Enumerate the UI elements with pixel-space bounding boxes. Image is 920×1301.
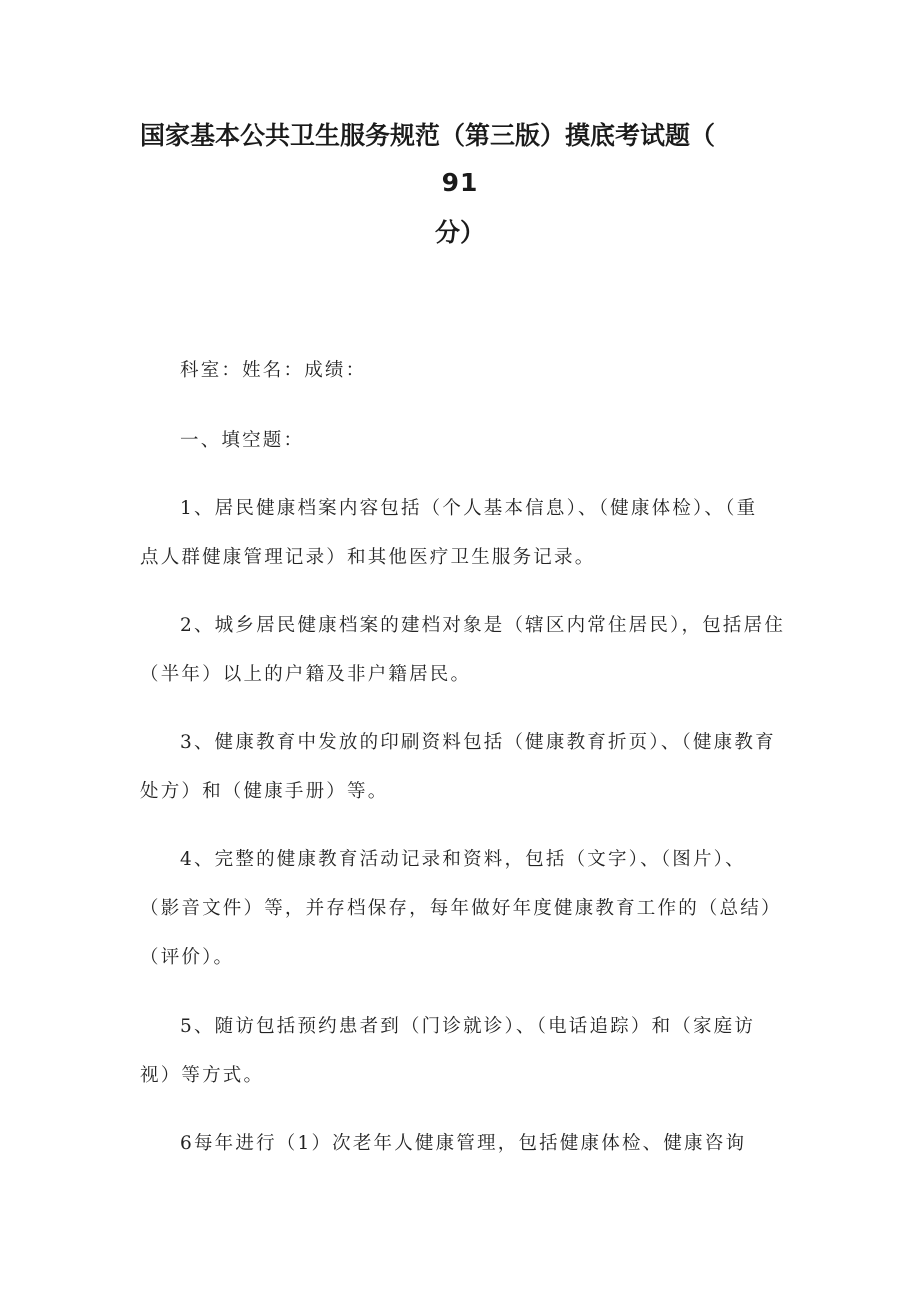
question-2-line-2: （半年）以上的户籍及非户籍居民。 — [140, 664, 472, 685]
question-1-line-1: 1、居民健康档案内容包括（个人基本信息）、（健康体检）、（重 — [180, 498, 758, 519]
section-heading: 一、填空题： — [180, 430, 305, 451]
question-2-line-1: 2、城乡居民健康档案的建档对象是（辖区内常住居民），包括居住 — [180, 615, 786, 636]
question-4-line-3: （评价）。 — [140, 947, 235, 968]
question-4-line-2: （影音文件）等，并存档保存，每年做好年度健康教育工作的（总结） — [140, 898, 782, 919]
header-fields: 科室：姓名：成绩： — [180, 360, 367, 381]
question-6-line-1: 6每年进行（1）次老年人健康管理，包括健康体检、健康咨询 — [180, 1133, 747, 1154]
question-3-line-2: 处方）和（健康手册）等。 — [140, 781, 389, 802]
question-5-line-2: 视）等方式。 — [140, 1065, 265, 1086]
document-title-line-1: 国家基本公共卫生服务规范（第三版）摸底考试题（ — [140, 121, 716, 150]
question-1-line-2: 点人群健康管理记录）和其他医疗卫生服务记录。 — [140, 547, 596, 568]
document-title-line-2: 91 — [441, 168, 479, 197]
document-title-line-3: 分） — [434, 218, 485, 247]
question-4-line-1: 4、完整的健康教育活动记录和资料，包括（文字）、（图片）、 — [180, 849, 746, 870]
question-5-line-1: 5、随访包括预约患者到（门诊就诊）、（电话追踪）和（家庭访 — [180, 1016, 756, 1037]
question-3-line-1: 3、健康教育中发放的印刷资料包括（健康教育折页）、（健康教育 — [180, 732, 776, 753]
